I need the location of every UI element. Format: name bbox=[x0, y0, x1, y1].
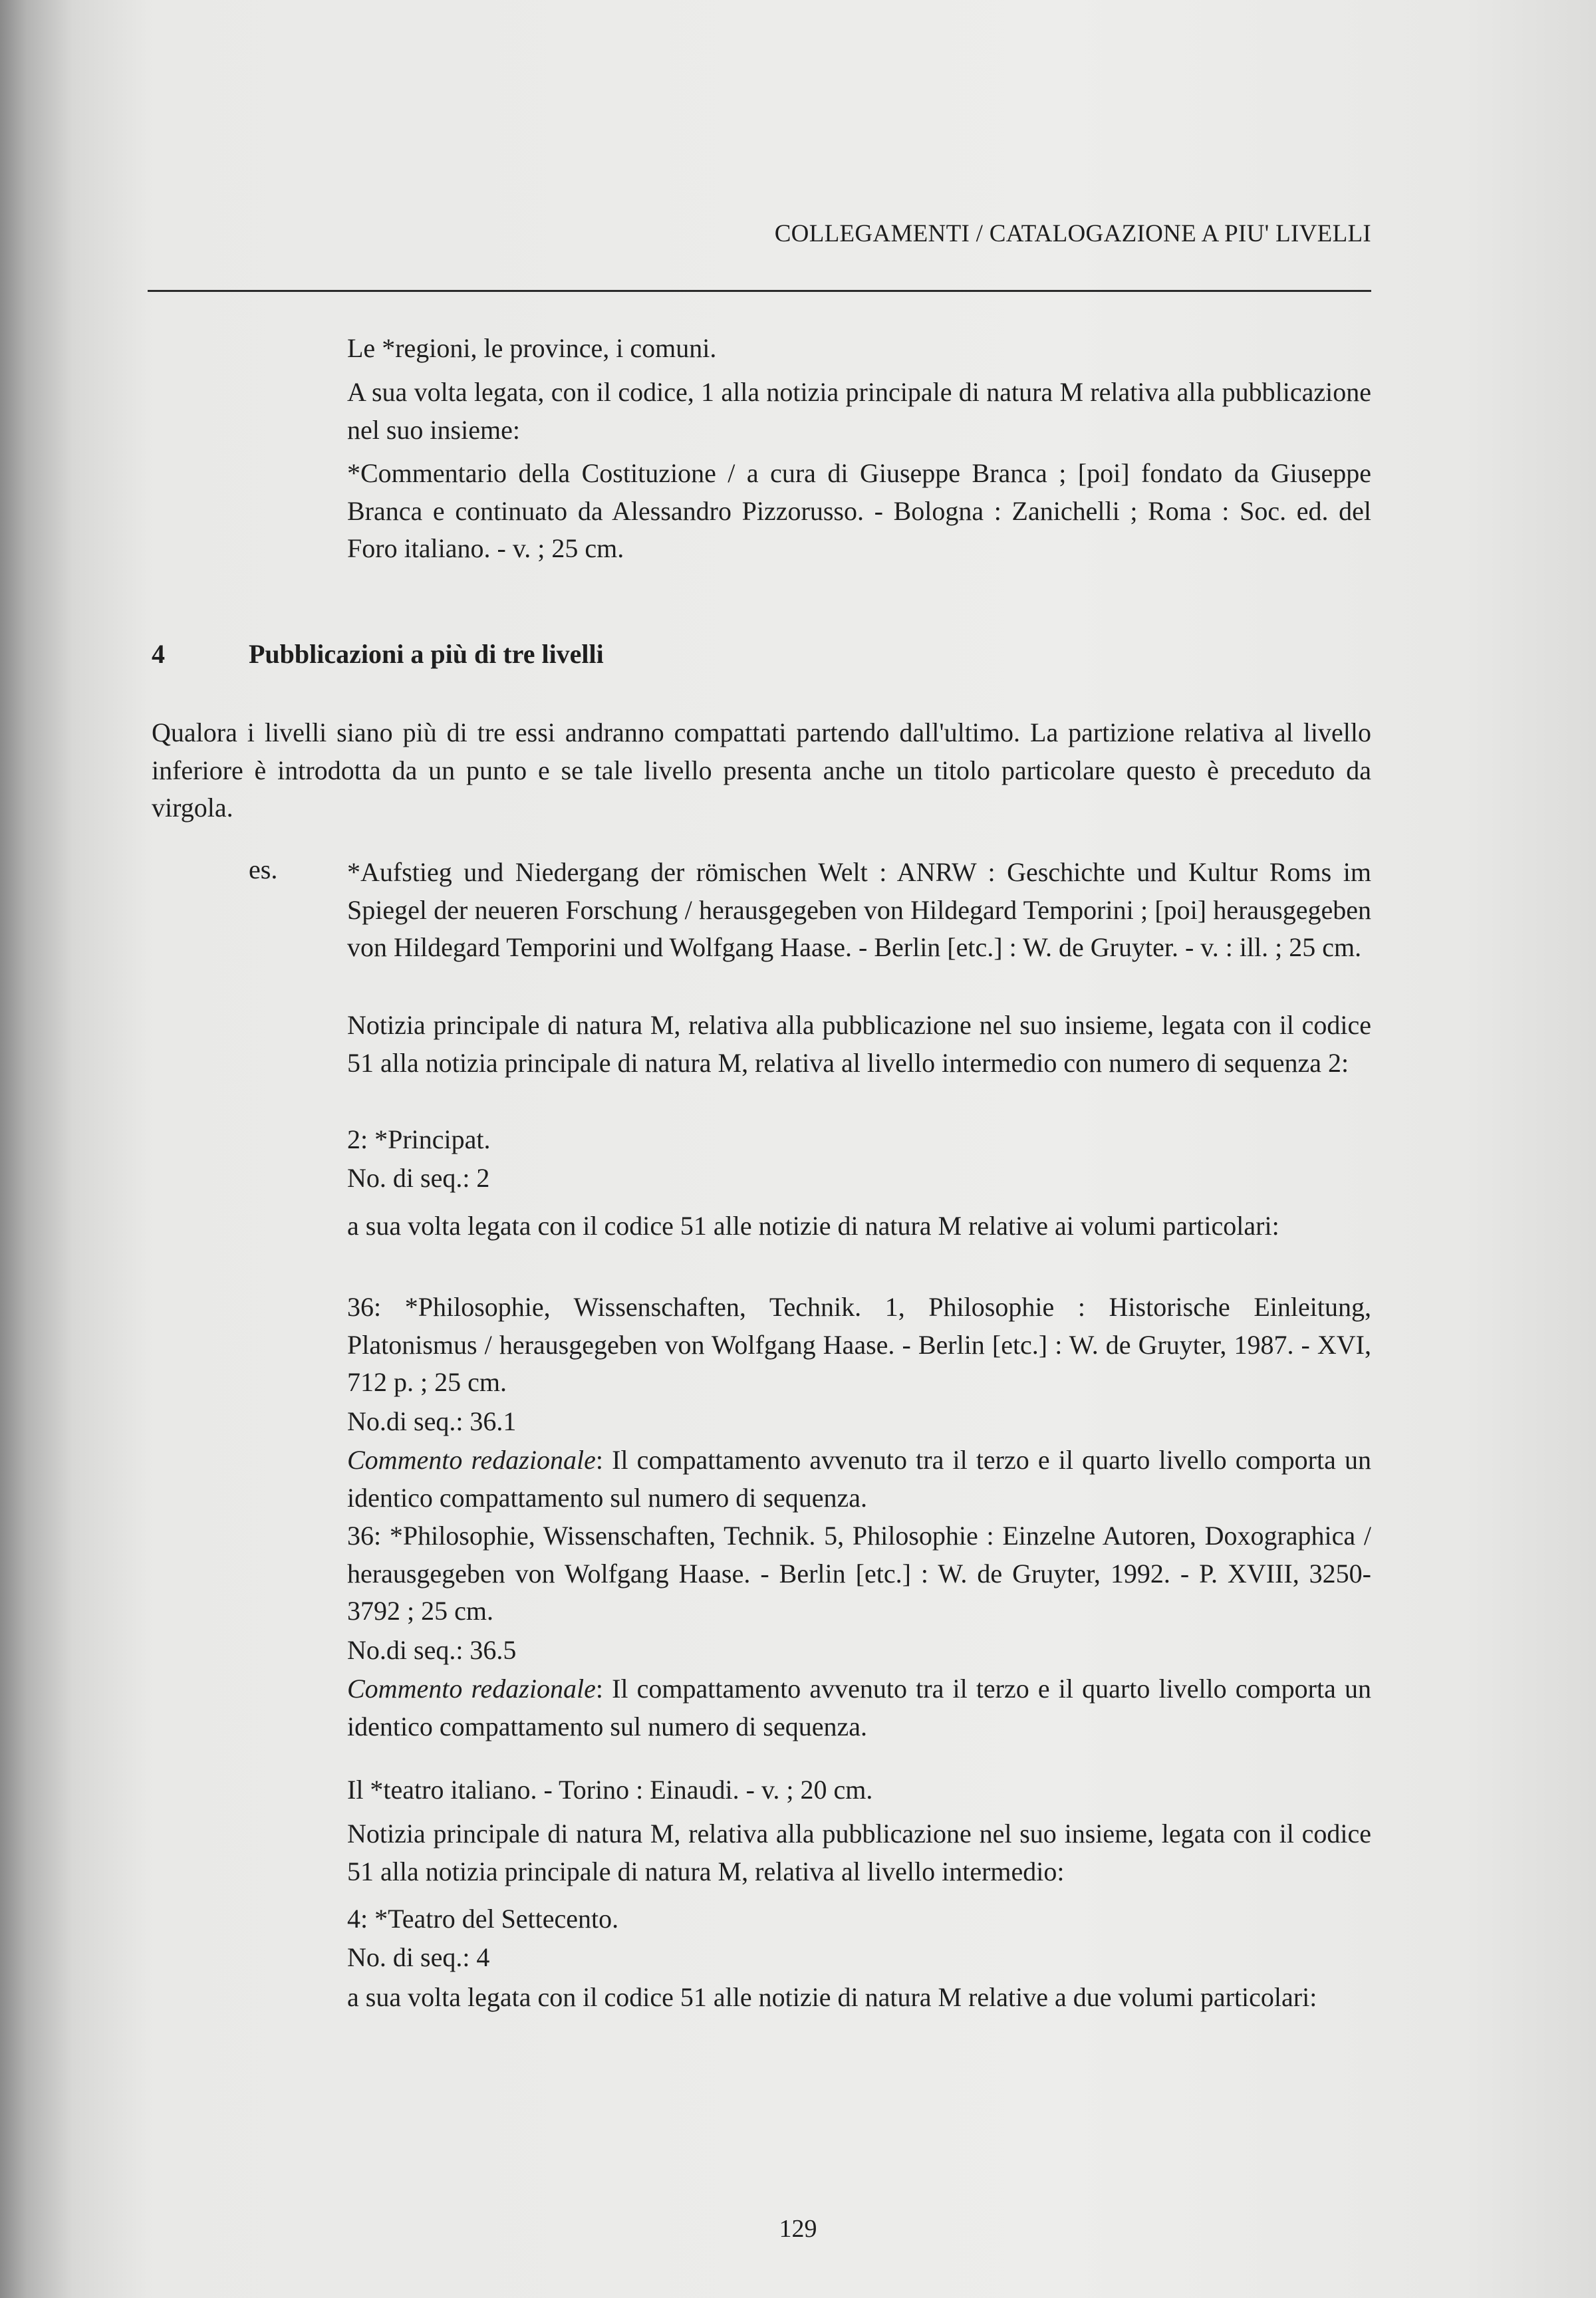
example2-notizia: Notizia principale di natura M, relativa alla pubblicazione nel suo insieme, legata con il codice 51 alla notizia principale di natura M, relativa al livello intermedio: bbox=[347, 1819, 1371, 1886]
example1-volume-2: 36: *Philosophie, Wissenschaften, Technik. 5, Philosophie : Einzelne Autoren, Doxographica / herausgegeben von Wolfgang Haase. - Berlin [etc.] : W. de Gruyter, 1992. - P. XVIII, 3250-3792 ; 25 cm. bbox=[347, 1521, 1371, 1626]
example2-seq: No. di seq.: 4 bbox=[347, 1942, 490, 1972]
page-number: 129 bbox=[779, 2215, 817, 2243]
example2-link: a sua volta legata con il codice 51 alle notizie di natura M relative a due volumi particolari: bbox=[347, 1982, 1317, 2012]
intro-paragraph-1: A sua volta legata, con il codice, 1 alla notizia principale di natura M relativa alla pubblicazione nel suo insieme: bbox=[347, 377, 1371, 445]
example1-notizia: Notizia principale di natura M, relativa alla pubblicazione nel suo insieme, legata con il codice 51 alla notizia principale di natura M, relativa al livello intermedio con numero di sequenza 2: bbox=[347, 1010, 1371, 1078]
example-label: es. bbox=[249, 854, 278, 884]
header-rule bbox=[148, 290, 1371, 292]
example1-seq: No. di seq.: 2 bbox=[347, 1163, 490, 1193]
comment-label: Commento redazionale bbox=[347, 1445, 596, 1475]
running-header: COLLEGAMENTI / CATALOGAZIONE A PIU' LIVELLI bbox=[774, 220, 1371, 247]
intro-paragraph-2: *Commentario della Costituzione / a cura di Giuseppe Branca ; [poi] fondato da Giuseppe Branca e continuato da Alessandro Pizzorusso. - Bologna : Zanichelli ; Roma : Soc. ed. del Foro italiano. - v. ; 25 cm. bbox=[347, 458, 1371, 563]
example1-volume-1-seq: No.di seq.: 36.1 bbox=[347, 1406, 517, 1436]
section-title: Pubblicazioni a più di tre livelli bbox=[249, 639, 604, 669]
section-number: 4 bbox=[152, 639, 165, 669]
comment-label: Commento redazionale bbox=[347, 1674, 596, 1704]
example1-comment-2 bbox=[347, 1670, 1371, 1745]
section-intro: Qualora i livelli siano più di tre essi andranno compattati partendo dall'ultimo. La partizione relativa al livello inferiore è introdotta da un punto e se tale livello presenta anche un titolo particolare questo è preceduto da virgola. bbox=[152, 717, 1371, 823]
example2-title: Il *teatro italiano. - Torino : Einaudi. - v. ; 20 cm. bbox=[347, 1775, 873, 1805]
example1-comment-1 bbox=[347, 1442, 1371, 1517]
example2-intermediate: 4: *Teatro del Settecento. bbox=[347, 1904, 619, 1934]
example1-volume-2-seq: No.di seq.: 36.5 bbox=[347, 1635, 517, 1665]
comment-text: : Il compattamento avvenuto tra il terzo e il quarto livello comporta un identico compattamento sul numero di sequenza. bbox=[347, 1674, 1371, 1741]
comment-text: : Il compattamento avvenuto tra il terzo e il quarto livello comporta un identico compattamento sul numero di sequenza. bbox=[347, 1445, 1371, 1513]
intro-line: Le *regioni, le province, i comuni. bbox=[347, 333, 717, 363]
example1-link: a sua volta legata con il codice 51 alle notizie di natura M relative ai volumi particolari: bbox=[347, 1211, 1279, 1241]
example1-volume-1: 36: *Philosophie, Wissenschaften, Technik. 1, Philosophie : Historische Einleitung, Platonismus / herausgegeben von Wolfgang Haase. - Berlin [etc.] : W. de Gruyter, 1987. - XVI, 712 p. ; 25 cm. bbox=[347, 1292, 1371, 1397]
example1-title: *Aufstieg und Niedergang der römischen Welt : ANRW : Geschichte und Kultur Roms im Spiegel der neueren Forschung / herausgegeben von Hildegard Temporini ; [poi] herausgegeben von Hildegard Temporini und Wolfgang Haase. - Berlin [etc.] : W. de Gruyter. - v. : ill. ; 25 cm. bbox=[347, 857, 1371, 962]
example1-intermediate: 2: *Principat. bbox=[347, 1124, 491, 1154]
